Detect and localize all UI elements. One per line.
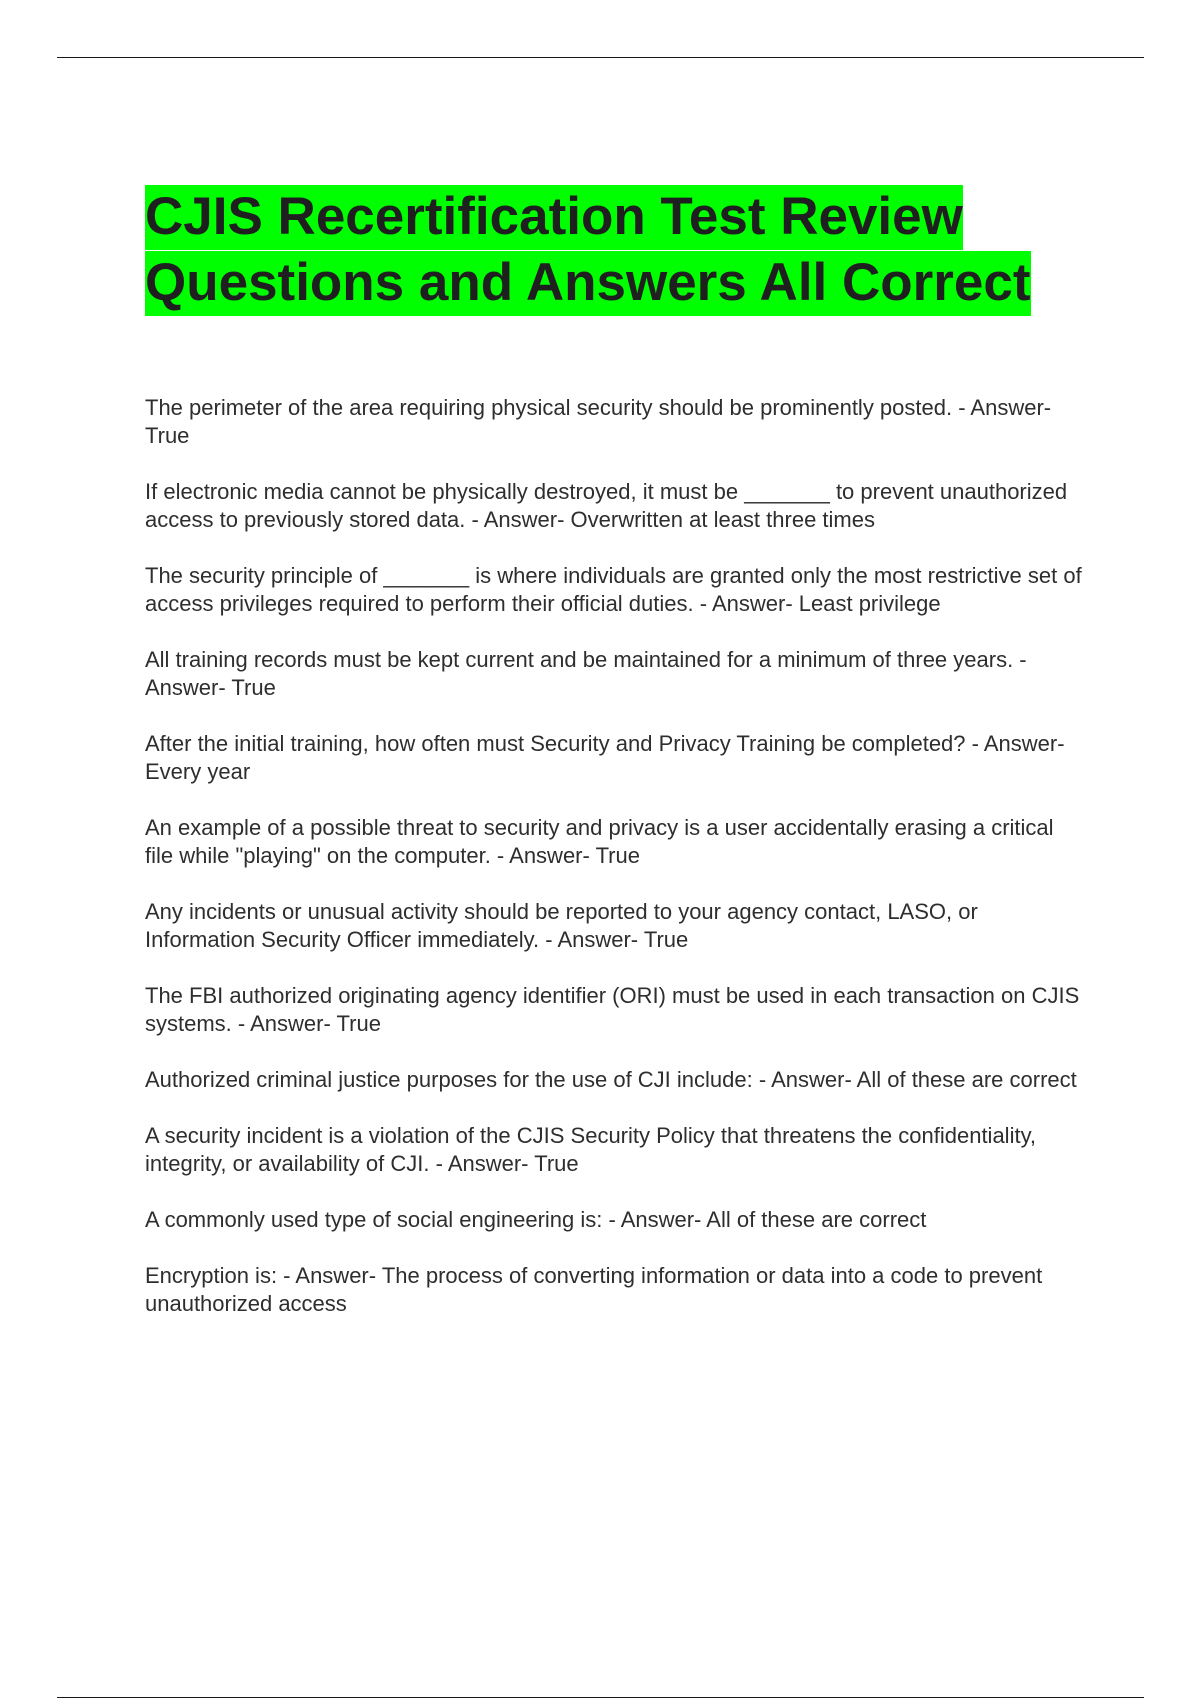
answer-text: Least privilege — [798, 591, 941, 616]
answer-text: True — [595, 843, 640, 868]
qa-item — [145, 562, 1085, 618]
answer-separator: - Answer- — [752, 1067, 857, 1092]
answer-text: Overwritten at least three times — [570, 507, 875, 532]
title-highlight: CJIS Recertification Test Review Questions and Answers All Correct — [145, 185, 1031, 316]
question-text: Any incidents or unusual activity should be reported to your agency contact, LASO, or Information Security Officer immediately. — [145, 899, 978, 952]
question-text: Authorized criminal justice purposes for the use of CJI include: — [145, 1067, 753, 1092]
answer-text: True — [231, 675, 276, 700]
question-text: If electronic media cannot be physically destroyed, it must be _______ to prevent unauthorized access to previously stored data. — [145, 479, 1068, 532]
answer-separator: - Answer- — [952, 395, 1052, 420]
qa-item — [145, 1066, 1085, 1094]
answer-separator: - Answer- — [277, 1263, 382, 1288]
qa-item — [145, 814, 1085, 870]
question-text: A commonly used type of social engineering is: — [145, 1207, 603, 1232]
answer-separator: - Answer- — [965, 731, 1065, 756]
question-text: All training records must be kept current and be maintained for a minimum of three years. — [145, 647, 1014, 672]
answer-text: True — [534, 1151, 579, 1176]
answer-text: True — [336, 1011, 381, 1036]
answer-separator: - Answer- — [145, 647, 1027, 700]
qa-item — [145, 1122, 1085, 1178]
qa-item — [145, 730, 1085, 786]
answer-separator: - Answer- — [539, 927, 644, 952]
qa-item — [145, 1206, 1085, 1234]
question-text: Encryption is: — [145, 1263, 278, 1288]
document-title — [145, 184, 1145, 316]
answer-separator: - Answer- — [602, 1207, 707, 1232]
question-text: An example of a possible threat to security and privacy is a user accidentally erasing a critical file while "playing" on the computer. — [145, 815, 1054, 868]
question-text: A security incident is a violation of the CJIS Security Policy that threatens the confidentiality, integrity, or availability of CJI. — [145, 1123, 1037, 1176]
qa-item — [145, 394, 1085, 450]
qa-item — [145, 478, 1085, 534]
answer-text: All of these are correct — [706, 1207, 927, 1232]
answer-text: True — [145, 423, 190, 448]
question-text: The security principle of _______ is where individuals are granted only the most restrictive set of access privileges required to perform their official duties. — [145, 563, 1082, 616]
qa-item — [145, 646, 1085, 702]
answer-text: The process of converting information or data into a code to prevent unauthorized access — [145, 1263, 1043, 1316]
question-text: After the initial training, how often must Security and Privacy Training be completed? — [145, 731, 966, 756]
qa-list — [145, 394, 1085, 1346]
bottom-rule — [57, 1697, 1144, 1698]
answer-text: All of these are correct — [856, 1067, 1077, 1092]
question-text: The FBI authorized originating agency identifier (ORI) must be used in each transaction on CJIS systems. — [145, 983, 1080, 1036]
answer-separator: - Answer- — [429, 1151, 535, 1176]
answer-separator: - Answer- — [693, 591, 799, 616]
answer-text: Every year — [145, 759, 251, 784]
question-text: The perimeter of the area requiring physical security should be prominently posted. — [145, 395, 953, 420]
answer-text: True — [643, 927, 689, 952]
qa-item — [145, 898, 1085, 954]
answer-separator: - Answer- — [490, 843, 596, 868]
top-rule — [57, 57, 1144, 58]
answer-separator: - Answer- — [231, 1011, 337, 1036]
qa-item — [145, 982, 1085, 1038]
qa-item — [145, 1262, 1085, 1318]
answer-separator: - Answer- — [465, 507, 571, 532]
